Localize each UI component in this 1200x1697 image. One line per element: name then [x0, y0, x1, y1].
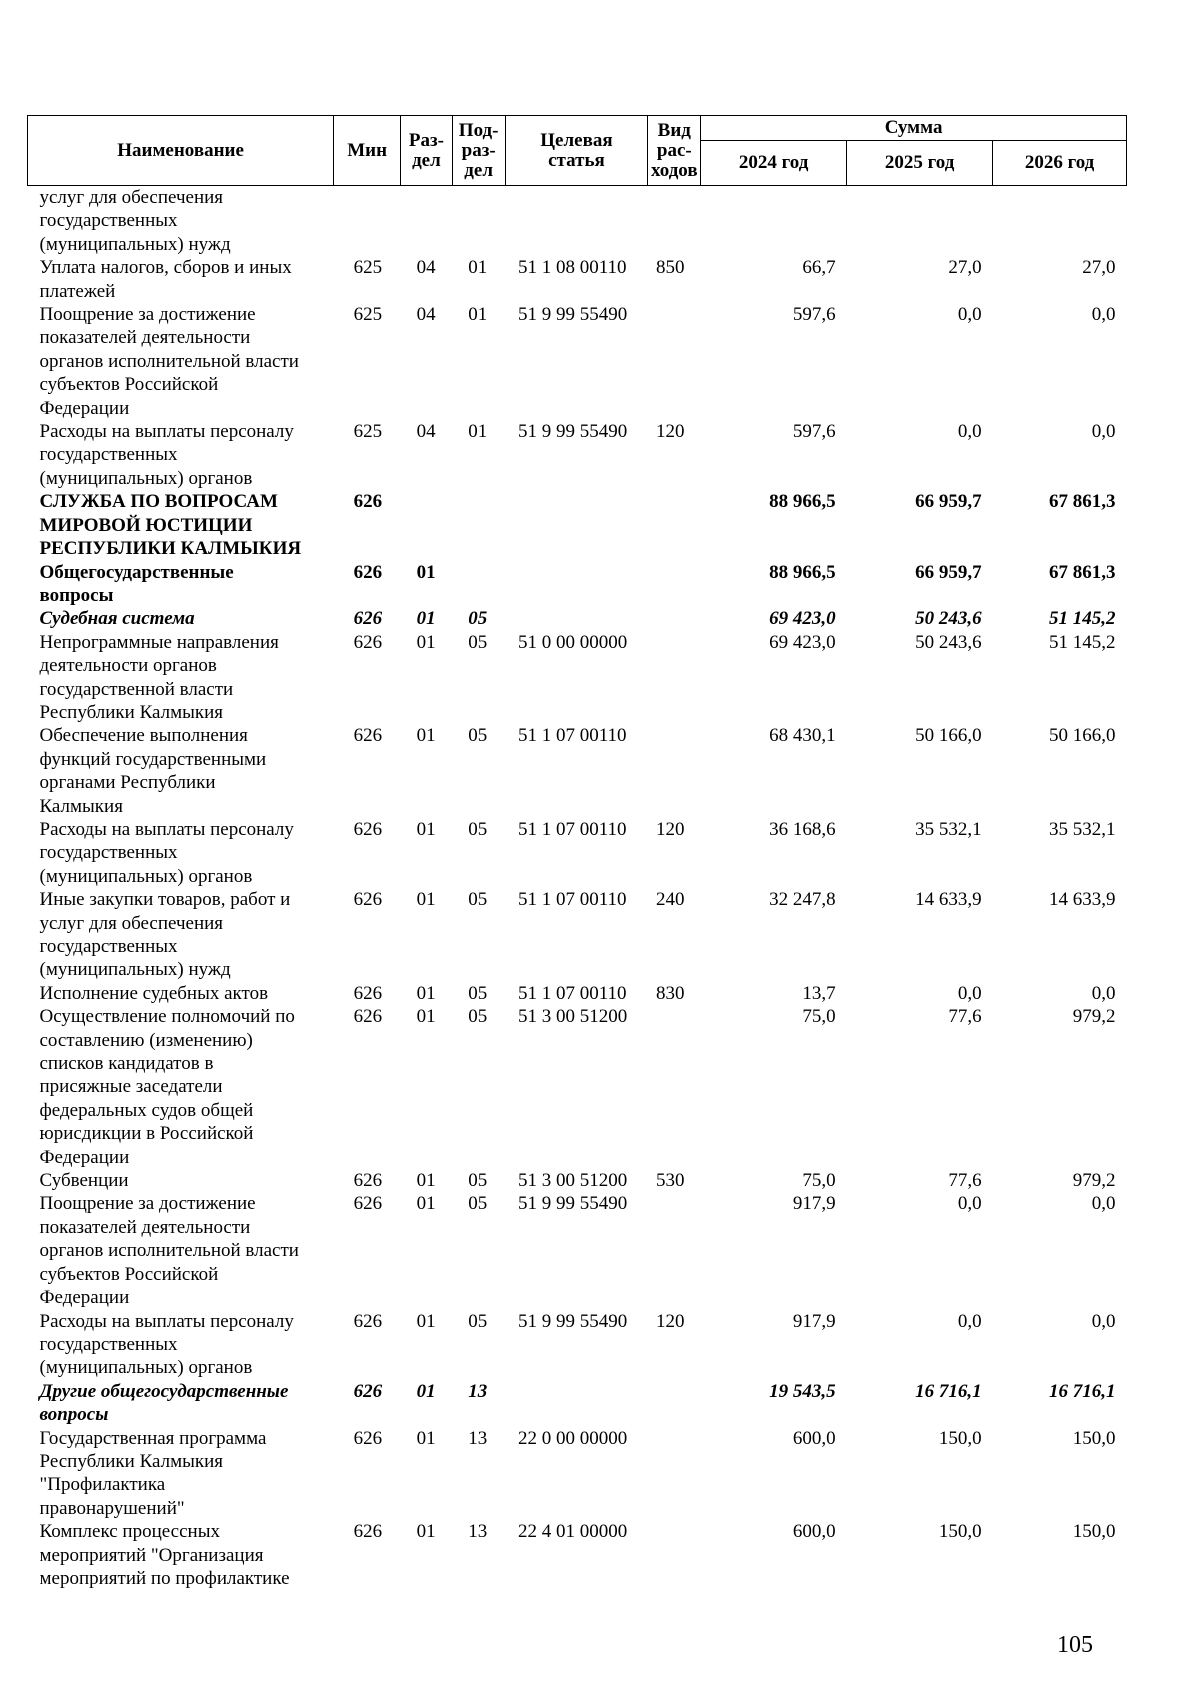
header-y2025: 2025 год — [847, 141, 993, 186]
row-target — [505, 186, 648, 257]
row-2025: 66 959,7 — [915, 561, 982, 583]
row-2024: 600,0 — [792, 1521, 836, 1543]
row-razdel: 01 — [416, 1521, 436, 1543]
row-2025: 16 716,1 — [915, 1380, 982, 1402]
row-name: Уплата налогов, сборов и иных платежей — [39, 257, 292, 302]
row-2026: 0,0 — [1091, 1310, 1116, 1332]
row-2026: 51 145,2 — [1049, 631, 1116, 653]
row-2026: 0,0 — [1091, 1193, 1116, 1215]
table-row — [28, 607, 1127, 630]
row-target — [505, 1380, 648, 1427]
table-row — [28, 1192, 1127, 1309]
row-name: Государственная программа Республики Калмыкия "Профилактика правонарушений" — [39, 1427, 267, 1519]
row-2026: 979,2 — [1072, 1170, 1116, 1192]
row-min: 626 — [353, 889, 383, 911]
row-razdel: 01 — [416, 1380, 436, 1402]
row-name: СЛУЖБА ПО ВОПРОСАМ МИРОВОЙ ЮСТИЦИИ РЕСПУБЛИКИ КАЛМЫКИЯ — [39, 491, 302, 560]
row-target: 51 1 07 00110 — [518, 818, 627, 840]
row-vid — [648, 186, 701, 257]
row-name: услуг для обеспечения государственных (муниципальных) нужд — [39, 187, 231, 255]
row-2024: 597,6 — [792, 421, 836, 443]
row-razdel: 01 — [416, 1193, 436, 1215]
header-vid: Вид рас- ходов — [648, 116, 701, 186]
row-name: Поощрение за достижение показателей деятельности органов исполнительной власти субъектов Российской Федерации — [39, 1193, 299, 1309]
row-2025: 0,0 — [957, 1193, 982, 1215]
row-2025: 50 166,0 — [915, 725, 982, 747]
row-name: Обеспечение выполнения функций государственными органами Республики Калмыкия — [39, 725, 267, 817]
row-target: 51 9 99 55490 — [518, 1310, 628, 1332]
header-razdel: Раз- дел — [401, 116, 453, 186]
row-podrazdel: 05 — [468, 608, 488, 630]
row-2025: 35 532,1 — [915, 818, 982, 840]
row-name: Субвенции — [39, 1170, 129, 1192]
row-vid: 120 — [655, 1310, 685, 1332]
row-target: 51 1 07 00110 — [518, 725, 627, 747]
row-2025: 0,0 — [957, 982, 982, 1004]
row-2025: 50 243,6 — [915, 631, 982, 653]
row-2026: 67 861,3 — [1049, 491, 1116, 513]
table-row — [28, 724, 1127, 818]
row-vid — [648, 1427, 701, 1521]
row-podrazdel: 01 — [468, 304, 488, 326]
row-razdel: 01 — [416, 889, 436, 911]
row-vid — [648, 490, 701, 560]
table-row — [28, 303, 1127, 420]
table-row — [28, 561, 1127, 608]
row-min: 625 — [353, 421, 383, 443]
header-min: Мин — [334, 116, 401, 186]
row-name: Непрограммные направления деятельности органов государственной власти Республики Калмыкия — [39, 631, 279, 723]
row-vid: 850 — [655, 257, 685, 279]
row-2025: 77,6 — [948, 1170, 982, 1192]
row-razdel — [401, 186, 453, 257]
row-2025 — [847, 186, 993, 257]
row-target: 51 1 07 00110 — [518, 982, 627, 1004]
row-vid — [648, 1005, 701, 1169]
row-2025: 150,0 — [938, 1427, 982, 1449]
row-target: 51 9 99 55490 — [518, 304, 628, 326]
row-razdel: 01 — [416, 1310, 436, 1332]
row-podrazdel: 05 — [468, 1170, 488, 1192]
row-min — [334, 186, 401, 257]
row-min: 626 — [353, 1006, 383, 1028]
row-podrazdel: 05 — [468, 982, 488, 1004]
row-podrazdel: 01 — [468, 257, 488, 279]
row-min: 626 — [353, 1310, 383, 1332]
row-target: 51 1 07 00110 — [518, 889, 627, 911]
row-2024: 917,9 — [792, 1193, 836, 1215]
row-2025: 77,6 — [948, 1006, 982, 1028]
row-2024: 69 423,0 — [769, 608, 836, 630]
table-row — [28, 256, 1127, 303]
budget-table — [27, 115, 1127, 1590]
table-row — [28, 1310, 1127, 1380]
row-min: 626 — [353, 1170, 383, 1192]
row-2026: 0,0 — [1091, 304, 1116, 326]
row-name: Расходы на выплаты персоналу государственных (муниципальных) органов — [39, 1310, 294, 1379]
row-vid — [648, 631, 701, 725]
row-2024: 68 430,1 — [769, 725, 836, 747]
row-min: 626 — [353, 561, 383, 583]
table-row — [28, 186, 1127, 257]
row-razdel: 01 — [416, 608, 436, 630]
row-podrazdel: 05 — [468, 725, 488, 747]
row-razdel: 04 — [416, 421, 436, 443]
row-target: 22 4 01 00000 — [518, 1521, 628, 1543]
row-vid — [648, 724, 701, 818]
row-2024: 75,0 — [802, 1170, 836, 1192]
header-target: Целевая статья — [505, 116, 648, 186]
header-y2024: 2024 год — [701, 141, 847, 186]
row-2024: 36 168,6 — [769, 818, 836, 840]
row-2026 — [993, 186, 1127, 257]
row-2024: 597,6 — [792, 304, 836, 326]
header-y2026: 2026 год — [993, 141, 1127, 186]
row-min: 626 — [353, 1380, 383, 1402]
row-2024: 75,0 — [802, 1006, 836, 1028]
row-2025: 150,0 — [938, 1521, 982, 1543]
table-row — [28, 1005, 1127, 1169]
row-podrazdel: 13 — [468, 1380, 488, 1402]
row-2024: 32 247,8 — [769, 889, 836, 911]
row-podrazdel: 05 — [468, 631, 488, 653]
row-min: 625 — [353, 304, 383, 326]
row-podrazdel — [452, 490, 505, 560]
row-min: 626 — [353, 491, 383, 513]
row-razdel: 01 — [416, 982, 436, 1004]
row-min: 626 — [353, 818, 383, 840]
row-vid: 830 — [655, 982, 685, 1004]
row-2026: 150,0 — [1072, 1427, 1116, 1449]
row-2024: 69 423,0 — [769, 631, 836, 653]
page-number: 105 — [1057, 1632, 1093, 1658]
row-target: 51 0 00 00000 — [518, 631, 628, 653]
row-target: 51 3 00 51200 — [518, 1170, 628, 1192]
row-min: 626 — [353, 1521, 383, 1543]
row-target — [505, 607, 648, 630]
row-name: Иные закупки товаров, работ и услуг для обеспечения государственных (муниципальных) нужд — [39, 889, 291, 981]
row-vid — [648, 1192, 701, 1309]
row-target: 51 3 00 51200 — [518, 1006, 628, 1028]
row-2025: 0,0 — [957, 304, 982, 326]
row-2025: 66 959,7 — [915, 491, 982, 513]
row-2026: 979,2 — [1072, 1006, 1116, 1028]
row-2025: 27,0 — [948, 257, 982, 279]
row-podrazdel: 05 — [468, 889, 488, 911]
row-2026: 0,0 — [1091, 421, 1116, 443]
table-row — [28, 631, 1127, 725]
row-razdel: 01 — [416, 1170, 436, 1192]
row-min: 626 — [353, 608, 383, 630]
row-name: Расходы на выплаты персоналу государственных (муниципальных) органов — [39, 818, 294, 887]
table-row — [28, 1169, 1127, 1192]
row-razdel: 01 — [416, 561, 436, 583]
row-vid: 120 — [655, 421, 685, 443]
row-2024: 88 966,5 — [769, 491, 836, 513]
row-2024: 88 966,5 — [769, 561, 836, 583]
row-vid: 120 — [655, 818, 685, 840]
row-2026: 51 145,2 — [1049, 608, 1116, 630]
row-podrazdel: 05 — [468, 1193, 488, 1215]
header-podrazdel: Под- раз- дел — [452, 116, 505, 186]
table-row — [28, 982, 1127, 1005]
row-2026: 0,0 — [1091, 982, 1116, 1004]
row-target: 51 9 99 55490 — [518, 421, 628, 443]
row-2024: 917,9 — [792, 1310, 836, 1332]
row-2025: 0,0 — [957, 1310, 982, 1332]
row-razdel: 04 — [416, 304, 436, 326]
row-target: 51 9 99 55490 — [518, 1193, 628, 1215]
row-target — [505, 490, 648, 560]
row-2026: 35 532,1 — [1049, 818, 1116, 840]
row-podrazdel: 05 — [468, 1006, 488, 1028]
table-row — [28, 420, 1127, 490]
row-podrazdel: 01 — [468, 421, 488, 443]
row-name: Другие общегосударственные вопросы — [39, 1380, 289, 1426]
row-min: 626 — [353, 631, 383, 653]
row-min: 626 — [353, 982, 383, 1004]
row-min: 625 — [353, 257, 383, 279]
row-2026: 14 633,9 — [1049, 889, 1116, 911]
row-razdel: 04 — [416, 257, 436, 279]
budget-page — [27, 115, 1127, 1590]
row-vid — [648, 1380, 701, 1427]
row-name: Комплекс процессных мероприятий "Организация мероприятий по профилактике — [39, 1521, 290, 1589]
table-row — [28, 490, 1127, 560]
row-podrazdel: 13 — [468, 1427, 488, 1449]
row-podrazdel: 05 — [468, 1310, 488, 1332]
row-razdel: 01 — [416, 725, 436, 747]
row-vid — [648, 561, 701, 608]
table-body — [28, 186, 1127, 1591]
row-2026: 50 166,0 — [1049, 725, 1116, 747]
row-podrazdel — [452, 561, 505, 608]
row-2025: 14 633,9 — [915, 889, 982, 911]
row-podrazdel: 13 — [468, 1521, 488, 1543]
table-row — [28, 888, 1127, 982]
row-name: Поощрение за достижение показателей деятельности органов исполнительной власти субъектов Российской Федерации — [39, 304, 299, 419]
row-target — [505, 561, 648, 608]
row-min: 626 — [353, 1193, 383, 1215]
row-2025: 50 243,6 — [915, 608, 982, 630]
row-2026: 27,0 — [1082, 257, 1116, 279]
row-name: Осуществление полномочий по составлению (изменению) списков кандидатов в присяжные заседатели федеральных судов общей юрисдикции в Российской Федерации — [39, 1006, 295, 1168]
row-min: 626 — [353, 1427, 383, 1449]
row-2024 — [701, 186, 847, 257]
row-2026: 16 716,1 — [1049, 1380, 1116, 1402]
row-name: Исполнение судебных актов — [39, 982, 269, 1004]
row-2024: 19 543,5 — [769, 1380, 836, 1402]
row-2026: 67 861,3 — [1049, 561, 1116, 583]
table-row — [28, 818, 1127, 888]
row-min: 626 — [353, 725, 383, 747]
row-target: 22 0 00 00000 — [518, 1427, 628, 1449]
header-name: Наименование — [28, 116, 334, 186]
table-row — [28, 1520, 1127, 1590]
row-razdel: 01 — [416, 1427, 436, 1449]
header-sum: Сумма — [701, 116, 1127, 141]
row-2024: 13,7 — [802, 982, 836, 1004]
row-podrazdel: 05 — [468, 818, 488, 840]
table-header — [28, 116, 1127, 186]
row-razdel — [401, 490, 453, 560]
row-vid: 240 — [655, 889, 685, 911]
table-row — [28, 1427, 1127, 1521]
row-2025: 0,0 — [957, 421, 982, 443]
row-vid — [648, 607, 701, 630]
row-razdel: 01 — [416, 1006, 436, 1028]
row-2026: 150,0 — [1072, 1521, 1116, 1543]
row-name: Расходы на выплаты персоналу государственных (муниципальных) органов — [39, 421, 294, 489]
row-target: 51 1 08 00110 — [518, 257, 627, 279]
row-name: Общегосударственные вопросы — [39, 561, 234, 606]
table-row — [28, 1380, 1127, 1427]
row-vid: 530 — [655, 1170, 685, 1192]
row-2024: 66,7 — [802, 257, 836, 279]
row-2024: 600,0 — [792, 1427, 836, 1449]
row-name: Судебная система — [39, 608, 195, 630]
row-razdel: 01 — [416, 818, 436, 840]
row-vid — [648, 1520, 701, 1590]
row-razdel: 01 — [416, 631, 436, 653]
row-podrazdel — [452, 186, 505, 257]
row-vid — [648, 303, 701, 420]
